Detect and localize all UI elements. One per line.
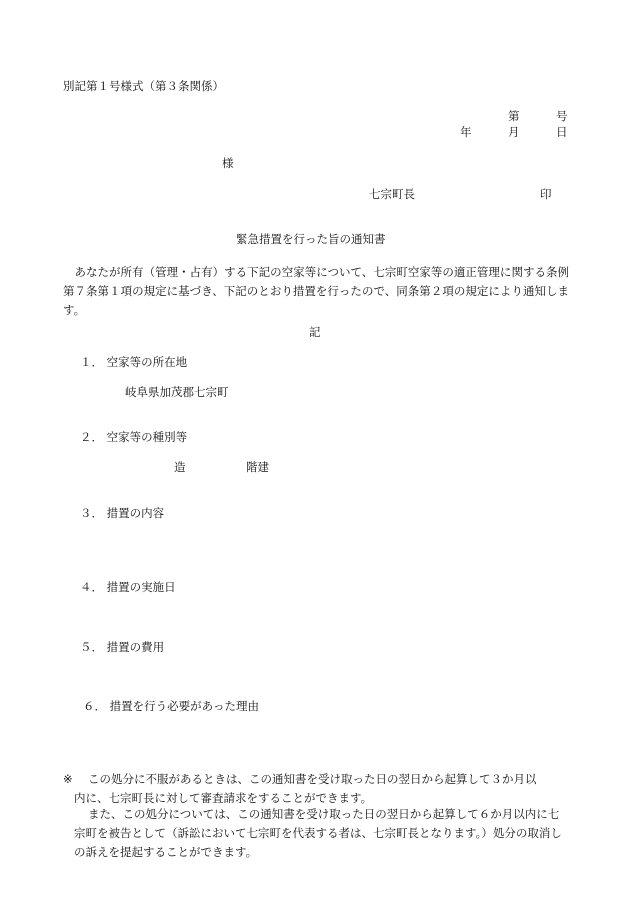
form-label: 別記第１号様式（第３条関係） <box>63 79 224 93</box>
item-6-label: ６． 措置を行う必要があった理由 <box>83 699 260 713</box>
body-text: あなたが所有（管理・占有）する下記の空家等について、七宗町空家等の適正管理に関する条例第７条第１項の規定に基づき、下記のとおり措置を行ったので、同条第２項の規定により通知します。 <box>63 265 569 317</box>
notes-mark: ※ <box>63 772 73 786</box>
recipient-sama: 様 <box>222 156 234 170</box>
ki-label: 記 <box>309 325 321 339</box>
issuer-seal: 印 <box>540 187 552 201</box>
date-day: 日 <box>556 125 568 139</box>
item-4-label: ４． 措置の実施日 <box>80 580 176 594</box>
notes-line1-cont: 内に、七宗町長に対して審査請求をすることができます。 <box>74 791 373 805</box>
item-2-value-zou: 造 <box>174 460 186 474</box>
date-month: 月 <box>508 125 520 139</box>
item-1-label: １． 空家等の所在地 <box>80 355 188 369</box>
item-1-value: 岐阜県加茂郡七宗町 <box>125 385 229 399</box>
item-5-label: ５． 措置の費用 <box>80 640 165 654</box>
document-title: 緊急措置を行った旨の通知書 <box>236 232 386 246</box>
number-dai: 第 <box>508 109 520 123</box>
item-2-value-kaidate: 階建 <box>246 460 269 474</box>
notes-line2: また、この処分については、この通知書を受け取った日の翌日から起算して６か月以内に七宗町を被告として（訴訟において七宗町を代表する者は、七宗町長となります。）処分の取消しの訴えを提起することができます。 <box>74 807 562 859</box>
notes-line1: この処分に不服があるときは、この通知書を受け取った日の翌日から起算して３か月以 <box>88 772 537 786</box>
item-2-label: ２． 空家等の種別等 <box>80 430 188 444</box>
issuer-name: 七宗町長 <box>369 187 415 201</box>
number-go: 号 <box>556 109 568 123</box>
item-3-label: ３． 措置の内容 <box>80 506 165 520</box>
date-year: 年 <box>460 125 472 139</box>
